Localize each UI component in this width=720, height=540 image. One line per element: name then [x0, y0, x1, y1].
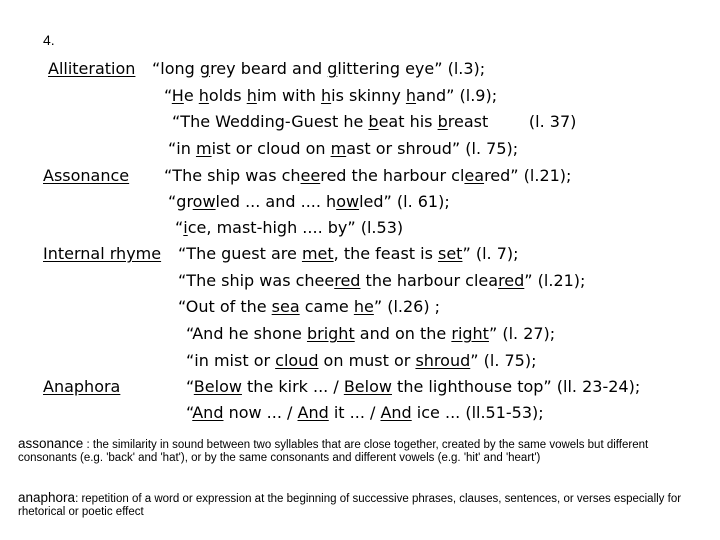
example-line: “The ship was cheered the harbour cleared” (l.21); — [178, 271, 586, 290]
example-line: “Out of the sea came he” (l.26) ; — [178, 297, 441, 316]
example-line: “And now ... / And it ... / And ice ... (ll.51-53); — [186, 403, 544, 422]
category-alliteration — [48, 59, 135, 79]
definition-term: assonance — [18, 436, 84, 451]
definition-assonance — [18, 437, 708, 465]
category-assonance — [43, 166, 129, 186]
definition-text: the similarity in sound between two syllables that are close together, created by the same vowels but different consonants (e.g. 'back' and 'hat'), or by the same consonants and different vowels (e.g. 'hit' and 'heart') — [18, 439, 649, 464]
definition-separator: : — [83, 439, 93, 451]
category-internal-rhyme — [43, 244, 161, 264]
example-line: “He holds him with his skinny hand” (l.9); — [164, 86, 498, 105]
example-line: “ice, mast-high .... by” (l.53) — [175, 218, 404, 237]
example-line: “The ship was cheered the harbour cleared” (l.21); — [164, 166, 572, 185]
example-line: “in mist or cloud on must or shroud” (l. 75); — [186, 351, 537, 370]
definition-separator: : — [75, 493, 82, 505]
example-line: “long grey beard and glittering eye” (l.3); — [152, 59, 486, 78]
example-line: “The guest are met, the feast is set” (l. 7); — [178, 244, 519, 263]
example-line: “The Wedding-Guest he beat his breast (l. 37) — [172, 112, 577, 131]
example-line: “And he shone bright and on the right” (l. 27); — [186, 324, 556, 343]
category-internal-rhyme-label: Internal rhyme — [43, 244, 162, 263]
definition-anaphora — [18, 491, 708, 519]
slide-number: 4. — [43, 32, 55, 48]
definition-term: anaphora — [18, 490, 76, 505]
example-line: “growled ... and .... howled” (l. 61); — [168, 192, 450, 211]
category-alliteration-label: Alliteration — [48, 59, 136, 78]
example-line: “Below the kirk ... / Below the lighthouse top” (ll. 23-24); — [186, 377, 641, 396]
category-assonance-label: Assonance — [43, 166, 130, 185]
category-anaphora — [43, 377, 120, 397]
category-anaphora-label: Anaphora — [43, 377, 121, 396]
example-line: “in mist or cloud on mast or shroud” (l. 75); — [168, 139, 519, 158]
definition-text: repetition of a word or expression at the beginning of successive phrases, clauses, sentences, or verses especially for rhetorical or poetic effect — [18, 493, 682, 518]
